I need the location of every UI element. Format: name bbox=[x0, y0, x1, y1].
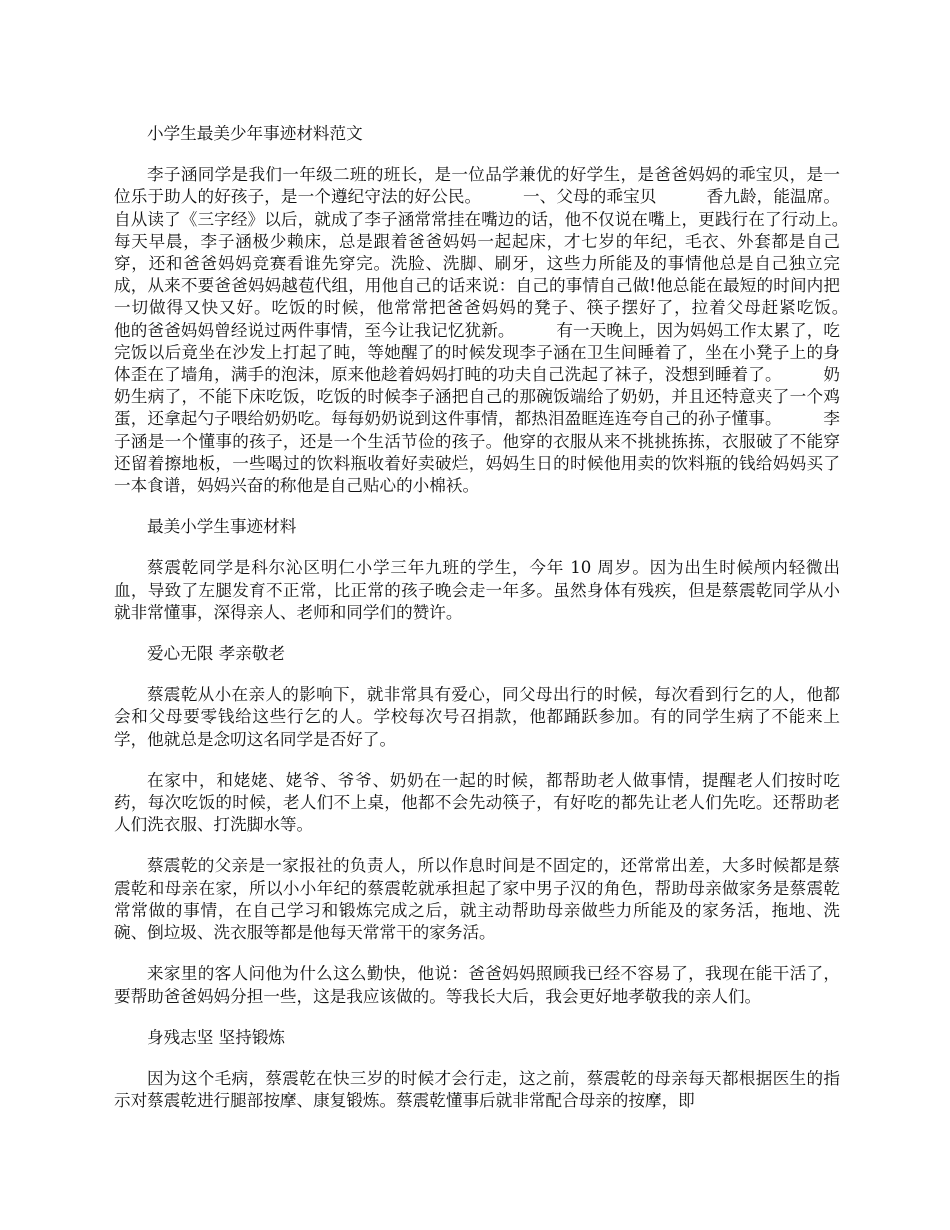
document-title: 小学生最美少年事迹材料范文 bbox=[147, 124, 363, 143]
section-title: 最美小学生事迹材料 bbox=[147, 517, 297, 537]
paragraph-5: 来家里的客人问他为什么这么勤快，他说：爸爸妈妈照顾我已经不容易了，我现在能干活了，要帮助爸爸妈妈分担一些，这是我应该做的。等我长大后，我会更好地孝敬我的亲人们。 bbox=[114, 964, 840, 1006]
paragraph-1: 蔡震乾同学是科尔沁区明仁小学三年九班的学生，今年 10 周岁。因为出生时候颅内轻微出血，导致了左腿发育不正常，比正常的孩子晚会走一年多。虽然身体有残疾，但是蔡震乾同学从小就非常懂事，深得亲人、老师和同学们的赞许。 bbox=[114, 558, 840, 622]
paragraph-3: 在家中，和姥姥、姥爷、爷爷、奶奶在一起的时候，都帮助老人做事情，提醒老人们按时吃药，每次吃饭的时候，老人们不上桌，他都不会先动筷子，有好吃的都先让老人们先吃。还帮助老人们洗衣服、打洗脚水等。 bbox=[114, 770, 840, 835]
document-page bbox=[114, 123, 890, 1131]
subheading-persist: 身残志坚 坚持锻炼 bbox=[147, 1027, 286, 1047]
paragraph-4: 蔡震乾的父亲是一家报社的负责人，所以作息时间是不固定的，还常常出差，大多时候都是蔡震乾和母亲在家，所以小小年纪的蔡震乾就承担起了家中男子汉的角色，帮助母亲做家务是蔡震乾常常做的事情，在自己学习和锻炼完成之后，就主动帮助母亲做些力所能及的家务活，拖地、洗碗、倒垃圾、洗衣服等都是他每天常常干的家务活。 bbox=[114, 856, 840, 943]
intro-paragraph: 李子涵同学是我们一年级二班的班长，是一位品学兼优的好学生，是爸爸妈妈的乖宝贝，是一位乐于助人的好孩子，是一个遵纪守法的好公民。 一、父母的乖宝贝 香九龄，能温席。自从读了《三字经》以后，就成了李子涵常常挂在嘴边的话，他不仅说在嘴上，更践行在了行动上。 每天早晨，李子涵极少赖床，总是跟着爸爸妈妈一起起床，才七岁的年纪，毛衣、外套都是自己穿，还和爸爸妈妈竞赛看谁先穿完。洗脸、洗脚、刷牙，这些力所能及的事情他总是自己独立完成，从来不要爸爸妈妈越苞代组，用他自己的话来说：自己的事情自己做!他总能在最短的时间内把一切做得又快又好。吃饭的时候，他常常把爸爸妈妈的凳子、筷子摆好了，拉着父母赶紧吃饭。 他的爸爸妈妈曾经说过两件事情，至今让我记忆犹新。 有一天晚上，因为妈妈工作太累了，吃完饭以后竟坐在沙发上打起了盹，等她醒了的时候发现李子涵在卫生间睡着了，坐在小凳子上的身体歪在了墙角，满手的泡沫，原来他趁着妈妈打盹的功夫自己洗起了袜子，没想到睡着了。 奶奶生病了，不能下床吃饭，吃饭的时候李子涵把自己的那碗饭端给了奶奶，并且还特意夹了一个鸡蛋，还拿起勺子喂给奶奶吃。每每奶奶说到这件事情，都热泪盈眶连连夸自己的孙子懂事。 李子涵是一个懂事的孩子，还是一个生活节俭的孩子。他穿的衣服从来不挑挑拣拣，衣服破了不能穿还留着擦地板，一些喝过的饮料瓶收着好卖破烂，妈妈生日的时候他用卖的饮料瓶的钱给妈妈买了一本食谱，妈妈兴奋的称他是自己贴心的小棉袄。 bbox=[114, 165, 890, 496]
subheading-love: 爱心无限 孝亲敬老 bbox=[147, 644, 286, 664]
paragraph-6: 因为这个毛病，蔡震乾在快三岁的时候才会行走，这之前，蔡震乾的母亲每天都根据医生的指示对蔡震乾进行腿部按摩、康复锻炼。蔡震乾懂事后就非常配合母亲的按摩，即 bbox=[114, 1068, 840, 1111]
paragraph-2: 蔡震乾从小在亲人的影响下，就非常具有爱心，同父母出行的时候，每次看到行乞的人，他都会和父母要零钱给这些行乞的人。学校每次号召捐款，他都踊跃参加。有的同学生病了不能来上学，他就总是念叨这名同学是否好了。 bbox=[114, 685, 840, 749]
